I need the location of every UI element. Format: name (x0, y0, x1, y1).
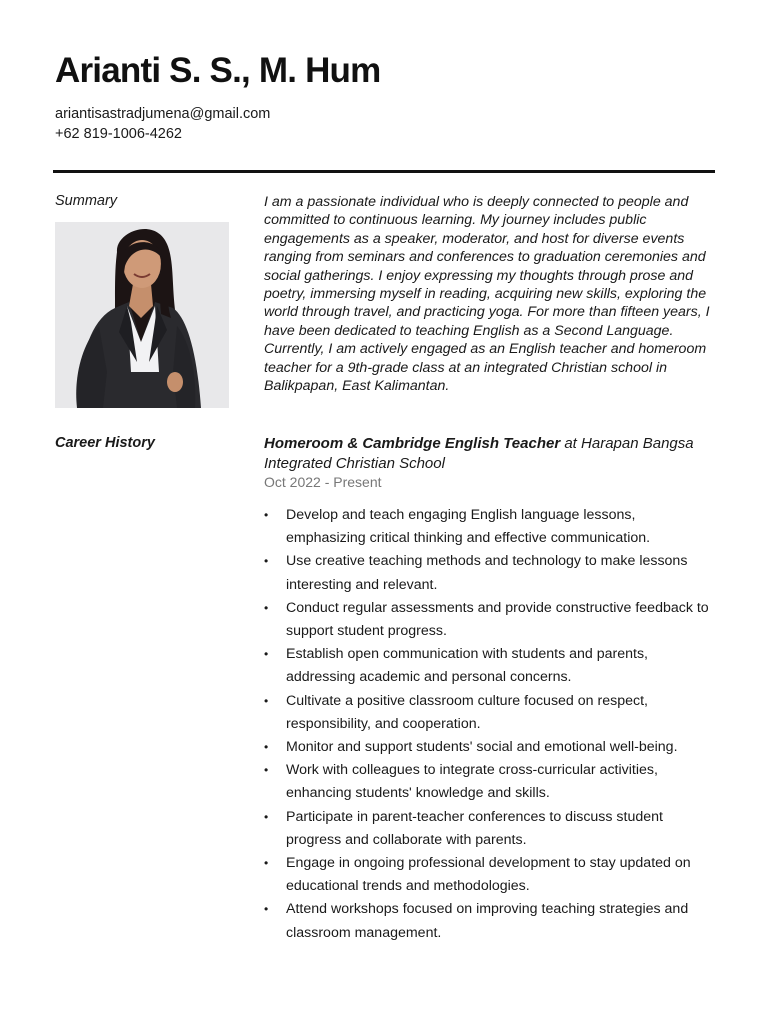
email-link[interactable]: ariantisastradjumena@gmail.com (55, 106, 271, 122)
duty-text: Attend workshops focused on improving teaching strategies and classroom management. (286, 901, 689, 941)
bullet-icon: • (264, 763, 269, 778)
job-role: Homeroom & Cambridge English Teacher (264, 435, 561, 452)
bullet-icon: • (264, 508, 269, 522)
duty-item (264, 550, 716, 596)
duty-text: Work with colleagues to integrate cross-curricular activities, enhancing students' knowledge and skills. (286, 762, 658, 802)
duty-text: Participate in parent-teacher conferences to discuss student progress and collaborate with parents. (286, 808, 663, 848)
bullet-icon: • (264, 809, 269, 824)
job-dates: Oct 2022 - Present (264, 474, 382, 490)
duty-item (264, 690, 716, 736)
duty-text: Establish open communication with students and parents, addressing academic and personal concerns. (286, 646, 648, 686)
duty-item (264, 597, 716, 643)
duty-item (264, 852, 716, 898)
profile-photo (55, 222, 229, 408)
job-employer: Harapan Bangsa Integrated Christian School (264, 435, 694, 472)
bullet-icon: • (264, 647, 269, 662)
job-title (264, 434, 716, 474)
bullet-icon: • (264, 600, 269, 615)
duty-text: Cultivate a positive classroom culture focused on respect, responsibility, and cooperation. (286, 692, 648, 732)
duty-item (264, 806, 716, 852)
bullet-icon: • (264, 554, 269, 569)
duty-text: Develop and teach engaging English language lessons, emphasizing critical thinking and effective communication. (286, 507, 651, 547)
summary-text: I am a passionate individual who is deeply connected to people and committed to continuous learning. My journey includes public engagements as a speaker, moderator, and host for diverse events ranging from seminars and conferences to graduation ceremonies and social gatherings. I enjoy expressing my thoughts through prose and poetry, immersing myself in reading, acquiring new skills, exploring the world through travel, and practicing yoga. For more than fifteen years, I have been dedicated to teaching English as a Second Language. Currently, I am actively engaged as an English teacher and homeroom teacher for a 9th-grade class at an integrated Christian school in Balikpapan, East Kalimantan. (264, 194, 710, 395)
bullet-icon: • (264, 693, 269, 708)
duty-item (264, 504, 716, 550)
bullet-icon: • (264, 902, 269, 917)
job-connector: at (560, 435, 582, 452)
bullet-icon: • (264, 740, 269, 755)
duty-text: Use creative teaching methods and technology to make lessons interesting and relevant. (286, 553, 688, 593)
duty-item (264, 898, 716, 944)
career-history-heading: Career History (55, 435, 155, 451)
job-duties-list (264, 504, 716, 945)
duty-text: Conduct regular assessments and provide constructive feedback to support student progress. (286, 599, 709, 640)
header-divider (53, 170, 715, 173)
candidate-name: Arianti S. S., M. Hum (55, 51, 381, 90)
duty-item (264, 759, 716, 805)
duty-text: Monitor and support students' social and emotional well-being. (286, 739, 678, 756)
bullet-icon: • (264, 856, 269, 871)
duty-item (264, 643, 716, 689)
duty-text: Engage in ongoing professional development to stay updated on educational trends and methodologies. (286, 855, 691, 895)
summary-heading: Summary (55, 193, 118, 209)
duty-item (264, 736, 716, 759)
phone-number: +62 819-1006-4262 (55, 126, 182, 142)
contact-block (55, 104, 270, 144)
